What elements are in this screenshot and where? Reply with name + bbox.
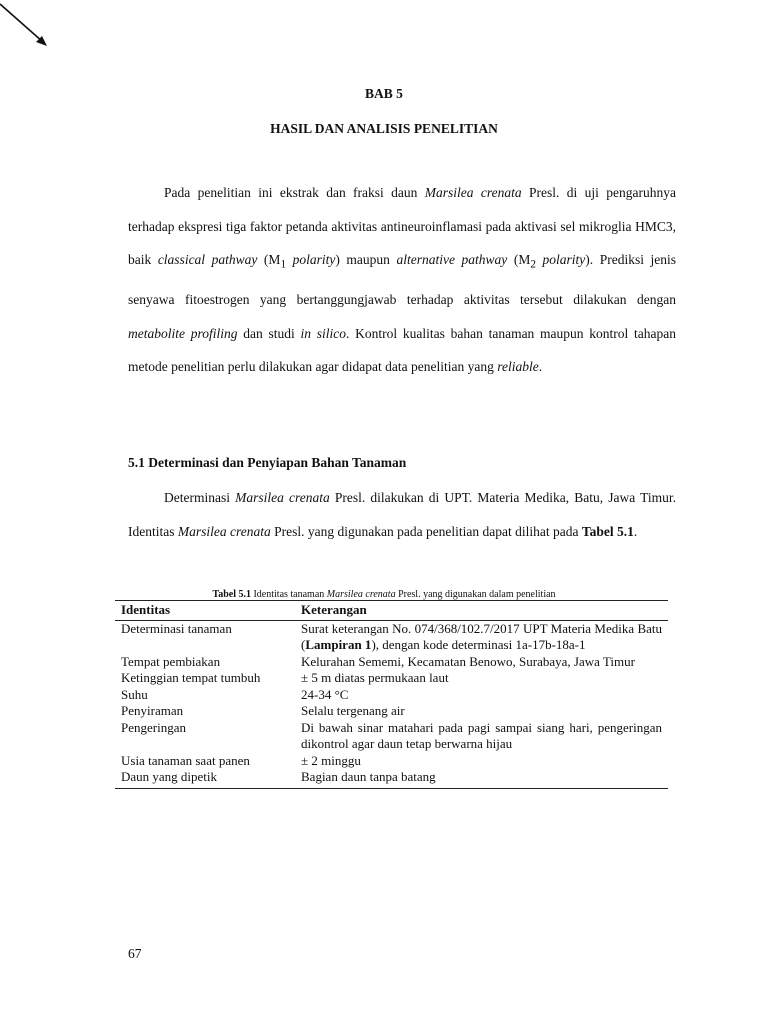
- table-header-row: [115, 601, 668, 621]
- diagonal-arrow-icon: [0, 0, 60, 60]
- identity-table: [115, 600, 668, 789]
- header-keterangan: Keterangan: [295, 601, 668, 621]
- table-row: Suhu 24-34 °C: [121, 686, 349, 702]
- table-row: Pengeringan Di bawah sinar matahari pada pagi sampai siang hari, pengeringan dikontrol agar daun tetap berwarna hijau: [121, 719, 662, 751]
- header-identitas: Identitas: [115, 601, 295, 621]
- chapter-number: BAB 5: [365, 86, 403, 101]
- table-row: Determinasi tanaman Surat keterangan No. 074/368/102.7/2017 UPT Materia Medika Batu (Lampiran 1), dengan kode determinasi 1a-17b-18a-1: [121, 620, 662, 652]
- table-row: Ketinggian tempat tumbuh ± 5 m diatas permukaan laut: [121, 670, 449, 685]
- chapter-title: HASIL DAN ANALISIS PENELITIAN: [270, 121, 498, 136]
- table-caption: Tabel 5.1 Identitas tanaman Marsilea crenata Presl. yang digunakan dalam penelitian: [212, 589, 556, 600]
- table-row: Tempat pembiakan Kelurahan Sememi, Kecamatan Benowo, Surabaya, Jawa Timur: [121, 653, 635, 669]
- intro-paragraph: Pada penelitian ini ekstrak dan fraksi daun Marsilea crenata Presl. di uji pengaruhnya terhadap ekspresi tiga faktor petanda aktivitas antineuroinflamasi pada aktivasi sel mikroglia HMC3, baik classical pathway ($M_1$ polarity) maupun alternative pathway ($M_2$ polarity). Prediksi jenis senyawa fitoestrogen yang bertanggungjawab terhadap aktivitas tersebut dilakukan dengan metabolite profiling dan studi in silico. Kontrol kualitas bahan tanaman maupun kontrol tahapan metode penelitian perlu dilakukan agar didapat data penelitian yang reliable.: [128, 185, 677, 375]
- section-heading: 5.1 Determinasi dan Penyiapan Bahan Tanaman: [128, 455, 407, 470]
- table-row: Daun yang dipetik Bagian daun tanpa batang: [115, 769, 668, 788]
- table-row: Usia tanaman saat panen ± 2 minggu: [121, 752, 361, 768]
- page-number: 67: [128, 946, 142, 961]
- section-paragraph: Determinasi Marsilea crenata Presl. dilakukan di UPT. Materia Medika, Batu, Jawa Timur. Identitas Marsilea crenata Presl. yang digunakan pada penelitian dapat dilihat pada Tabel 5.1.: [128, 490, 677, 539]
- table-row: Penyiraman Selalu tergenang air: [121, 703, 405, 718]
